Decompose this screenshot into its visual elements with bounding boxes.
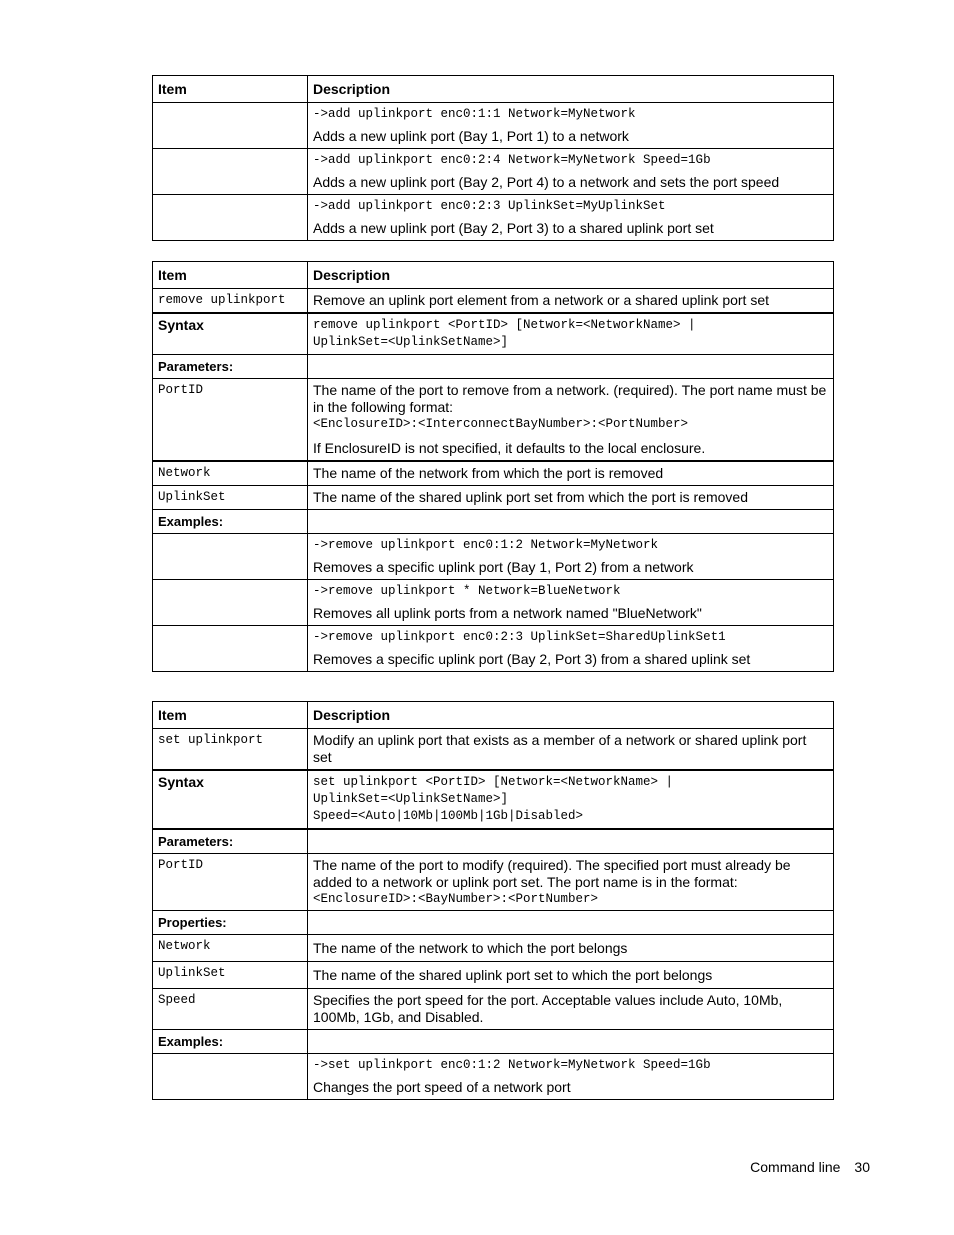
example-text: Removes all uplink ports from a network named "BlueNetwork" bbox=[313, 605, 702, 621]
table-header-row bbox=[153, 702, 834, 729]
set-uplinkport-table bbox=[152, 701, 834, 1100]
syntax-line: UplinkSet=<UplinkSetName>] bbox=[313, 335, 509, 349]
example-code: ->set uplinkport enc0:1:2 Network=MyNetwork Speed=1Gb bbox=[313, 1058, 711, 1072]
table-row bbox=[153, 854, 834, 911]
table-row bbox=[153, 911, 834, 935]
table-row bbox=[153, 461, 834, 486]
example-text: Adds a new uplink port (Bay 1, Port 1) to a network bbox=[313, 128, 629, 144]
page-number: 30 bbox=[854, 1159, 870, 1175]
table-row bbox=[153, 103, 834, 149]
table-row bbox=[153, 486, 834, 510]
table-row bbox=[153, 510, 834, 534]
table-row bbox=[153, 989, 834, 1030]
table-row bbox=[153, 379, 834, 462]
param-name: PortID bbox=[153, 854, 308, 911]
example-text: Adds a new uplink port (Bay 2, Port 4) to a network and sets the port speed bbox=[313, 174, 780, 190]
table-row bbox=[153, 149, 834, 195]
command-name: remove uplinkport bbox=[153, 289, 308, 314]
table-row bbox=[153, 313, 834, 355]
example-text: Removes a specific uplink port (Bay 1, Port 2) from a network bbox=[313, 559, 694, 575]
param-name: Network bbox=[153, 461, 308, 486]
property-description: The name of the shared uplink port set to which the port belongs bbox=[308, 962, 834, 989]
add-uplinkport-examples-table bbox=[152, 75, 834, 241]
syntax-line: UplinkSet=<UplinkSetName>] bbox=[313, 792, 509, 806]
table-row bbox=[153, 289, 834, 314]
param-description: The name of the port to modify (required). The specified port must already be added to a network or uplink port set. The port name is in the format: bbox=[313, 857, 791, 890]
parameters-label: Parameters: bbox=[153, 355, 308, 379]
parameters-label: Parameters: bbox=[153, 829, 308, 854]
header-description: Description bbox=[308, 262, 834, 289]
properties-label: Properties: bbox=[153, 911, 308, 935]
examples-label: Examples: bbox=[153, 510, 308, 534]
table-row bbox=[153, 962, 834, 989]
param-note: If EnclosureID is not specified, it defaults to the local enclosure. bbox=[313, 440, 706, 456]
example-code: ->add uplinkport enc0:2:3 UplinkSet=MyUplinkSet bbox=[313, 199, 666, 213]
header-description: Description bbox=[308, 76, 834, 103]
table-row bbox=[153, 770, 834, 829]
table-row bbox=[153, 355, 834, 379]
example-code: ->remove uplinkport enc0:1:2 Network=MyNetwork bbox=[313, 538, 659, 552]
syntax-label: Syntax bbox=[153, 770, 308, 829]
footer-section: Command line bbox=[750, 1159, 841, 1175]
table-header-row bbox=[153, 76, 834, 103]
property-name: UplinkSet bbox=[153, 962, 308, 989]
param-format: <EnclosureID>:<BayNumber>:<PortNumber> bbox=[313, 892, 599, 906]
example-text: Removes a specific uplink port (Bay 2, Port 3) from a shared uplink set bbox=[313, 651, 751, 667]
command-description: Modify an uplink port that exists as a member of a network or shared uplink port set bbox=[308, 729, 834, 771]
table-row bbox=[153, 195, 834, 241]
param-format: <EnclosureID>:<InterconnectBayNumber>:<PortNumber> bbox=[313, 417, 689, 431]
header-item: Item bbox=[153, 702, 308, 729]
table-row bbox=[153, 1030, 834, 1054]
table-row bbox=[153, 626, 834, 672]
example-code: ->add uplinkport enc0:2:4 Network=MyNetwork Speed=1Gb bbox=[313, 153, 711, 167]
remove-uplinkport-table bbox=[152, 261, 834, 672]
table-row bbox=[153, 935, 834, 962]
example-text: Changes the port speed of a network port bbox=[313, 1079, 571, 1095]
property-description: The name of the network to which the port belongs bbox=[308, 935, 834, 962]
param-description: The name of the shared uplink port set from which the port is removed bbox=[308, 486, 834, 510]
property-name: Speed bbox=[153, 989, 308, 1030]
syntax-line: set uplinkport <PortID> [Network=<NetworkName> | bbox=[313, 775, 674, 789]
command-description: Remove an uplink port element from a network or a shared uplink port set bbox=[308, 289, 834, 314]
syntax-line: Speed=<Auto|10Mb|100Mb|1Gb|Disabled> bbox=[313, 809, 584, 823]
param-description: The name of the network from which the port is removed bbox=[308, 461, 834, 486]
property-description: Specifies the port speed for the port. Acceptable values include Auto, 10Mb, 100Mb, 1Gb, and Disabled. bbox=[308, 989, 834, 1030]
header-item: Item bbox=[153, 76, 308, 103]
table-row bbox=[153, 1054, 834, 1100]
param-description: The name of the port to remove from a network. (required). The port name must be in the following format: bbox=[313, 382, 827, 415]
example-code: ->add uplinkport enc0:1:1 Network=MyNetwork bbox=[313, 107, 636, 121]
table-row bbox=[153, 580, 834, 626]
param-name: PortID bbox=[153, 379, 308, 462]
examples-label: Examples: bbox=[153, 1030, 308, 1054]
param-name: UplinkSet bbox=[153, 486, 308, 510]
example-text: Adds a new uplink port (Bay 2, Port 3) to a shared uplink port set bbox=[313, 220, 714, 236]
example-code: ->remove uplinkport * Network=BlueNetwork bbox=[313, 584, 621, 598]
page-footer bbox=[740, 1159, 870, 1175]
header-item: Item bbox=[153, 262, 308, 289]
table-header-row bbox=[153, 262, 834, 289]
property-name: Network bbox=[153, 935, 308, 962]
command-name: set uplinkport bbox=[153, 729, 308, 771]
header-description: Description bbox=[308, 702, 834, 729]
table-row bbox=[153, 729, 834, 771]
example-code: ->remove uplinkport enc0:2:3 UplinkSet=SharedUplinkSet1 bbox=[313, 630, 726, 644]
table-row bbox=[153, 534, 834, 580]
syntax-label: Syntax bbox=[153, 313, 308, 355]
table-row bbox=[153, 829, 834, 854]
syntax-line: remove uplinkport <PortID> [Network=<NetworkName> | bbox=[313, 318, 696, 332]
